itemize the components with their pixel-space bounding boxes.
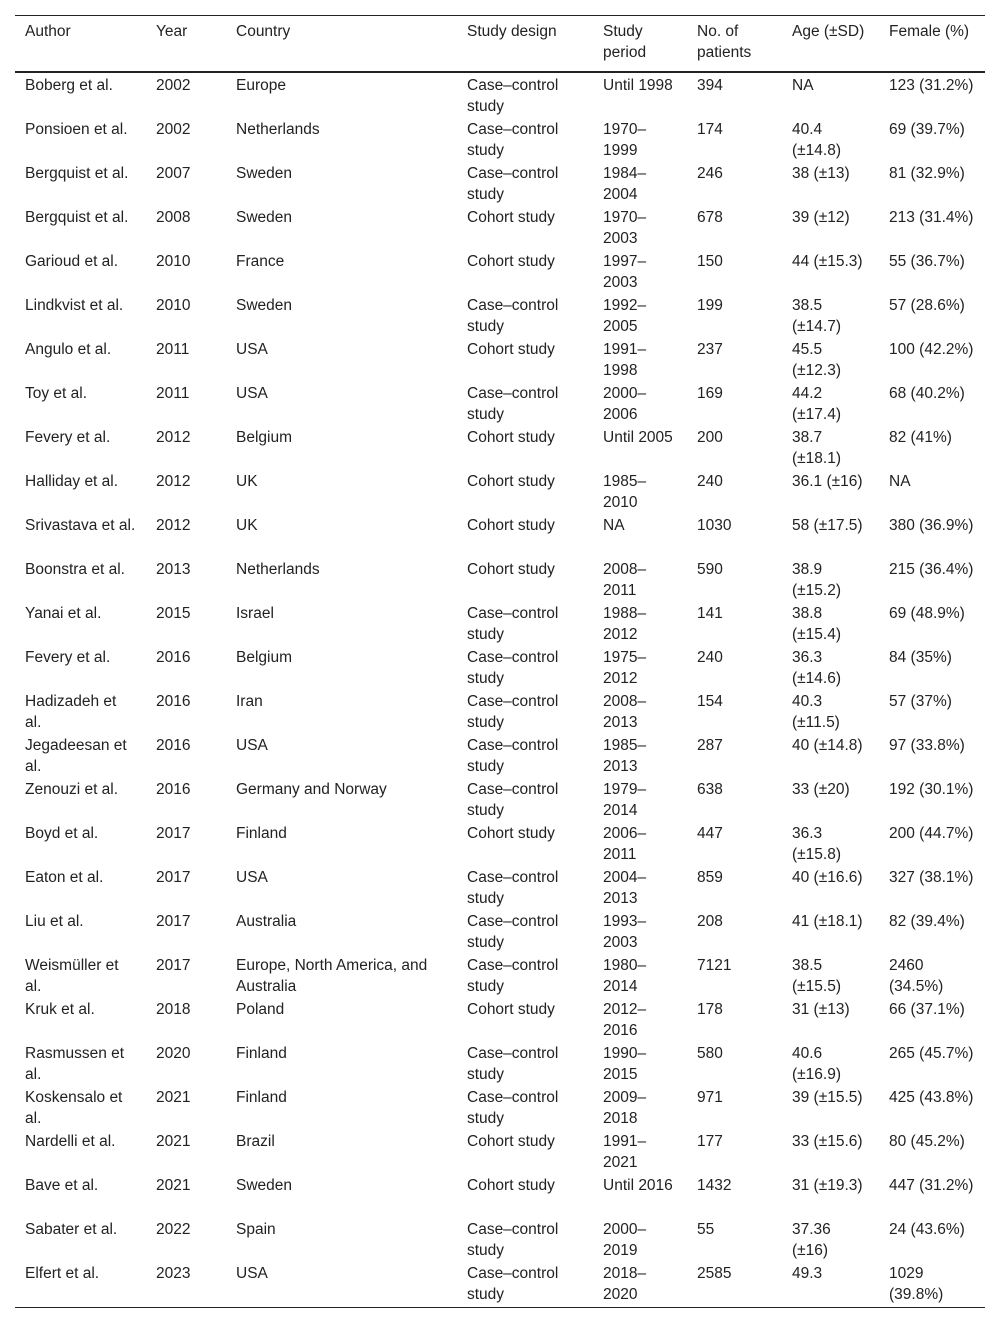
cell-study-design: Case–control study bbox=[467, 957, 559, 995]
cell-age: NA bbox=[792, 77, 814, 94]
cell-year: 2002 bbox=[156, 77, 191, 94]
cell-study-period: 2009–2018 bbox=[603, 1089, 647, 1127]
cell-study-period: 1970–1999 bbox=[603, 121, 647, 159]
cell-year: 2002 bbox=[156, 121, 191, 138]
cell-author: Sabater et al. bbox=[25, 1221, 118, 1238]
table-row bbox=[15, 1219, 985, 1263]
cell-female: 447 (31.2%) bbox=[889, 1177, 974, 1194]
cell-age: 36.1 (±16) bbox=[792, 473, 863, 490]
cell-country: Sweden bbox=[236, 1177, 293, 1194]
table-row bbox=[15, 1131, 985, 1175]
cell-study-design: Case–control study bbox=[457, 1263, 593, 1308]
cell-country: USA bbox=[226, 1263, 457, 1308]
cell-country: France bbox=[236, 253, 285, 270]
table-row bbox=[15, 1087, 985, 1131]
cell-year: 2016 bbox=[156, 649, 191, 666]
cell-female: 265 (45.7%) bbox=[889, 1045, 974, 1062]
cell-age: 49.3 bbox=[782, 1263, 879, 1308]
cell-no-of-patients: 178 bbox=[697, 1001, 723, 1018]
table-row bbox=[15, 383, 985, 427]
cell-age: 40 (±16.6) bbox=[792, 869, 863, 886]
cell-author: Boberg et al. bbox=[25, 77, 113, 94]
cell-country: Poland bbox=[236, 1001, 285, 1018]
cell-year: 2008 bbox=[156, 209, 191, 226]
table-row bbox=[15, 295, 985, 339]
table-row bbox=[15, 779, 985, 823]
table-row bbox=[15, 207, 985, 251]
cell-age: 44 (±15.3) bbox=[792, 253, 863, 270]
cell-country: Finland bbox=[236, 1045, 287, 1062]
table-row bbox=[15, 72, 985, 119]
cell-female: 24 (43.6%) bbox=[889, 1221, 965, 1238]
cell-age: 33 (±15.6) bbox=[792, 1133, 863, 1150]
cell-year: 2017 bbox=[156, 869, 191, 886]
cell-author: Boonstra et al. bbox=[25, 561, 125, 578]
cell-female: 380 (36.9%) bbox=[889, 517, 974, 534]
cell-no-of-patients: 2585 bbox=[687, 1263, 782, 1308]
cell-no-of-patients: 394 bbox=[697, 77, 723, 94]
cell-female: 123 (31.2%) bbox=[889, 77, 974, 94]
cell-female: 425 (43.8%) bbox=[889, 1089, 974, 1106]
cell-no-of-patients: 971 bbox=[697, 1089, 723, 1106]
cell-country: Netherlands bbox=[236, 121, 320, 138]
cell-study-design: Cohort study bbox=[467, 1177, 555, 1194]
cell-age: 31 (±19.3) bbox=[792, 1177, 863, 1194]
cell-female: 97 (33.8%) bbox=[889, 737, 965, 754]
header-no-of-patients: No. of patients bbox=[687, 16, 782, 73]
header-row bbox=[15, 16, 985, 73]
cell-age: 39 (±12) bbox=[792, 209, 850, 226]
cell-no-of-patients: 678 bbox=[697, 209, 723, 226]
cell-study-period: 1975–2012 bbox=[603, 649, 647, 687]
cell-year: 2023 bbox=[146, 1263, 226, 1308]
cell-author: Elfert et al. bbox=[15, 1263, 146, 1308]
cell-study-design: Case–control study bbox=[467, 693, 559, 731]
cell-year: 2017 bbox=[156, 913, 191, 930]
cell-country: Finland bbox=[236, 825, 287, 842]
cell-study-design: Case–control study bbox=[467, 1045, 559, 1083]
studies-table-container bbox=[15, 15, 985, 1308]
cell-age: 38.9 (±15.2) bbox=[792, 561, 841, 599]
cell-study-period: 1984–2004 bbox=[603, 165, 647, 203]
cell-study-period: 1979–2014 bbox=[603, 781, 647, 819]
cell-study-design: Cohort study bbox=[467, 341, 555, 358]
cell-no-of-patients: 169 bbox=[697, 385, 723, 402]
cell-female: 69 (39.7%) bbox=[889, 121, 965, 138]
cell-year: 2017 bbox=[156, 825, 191, 842]
cell-study-design: Case–control study bbox=[467, 913, 559, 951]
cell-study-period: 1988–2012 bbox=[603, 605, 647, 643]
cell-study-period: 2004–2013 bbox=[603, 869, 647, 907]
cell-country: Brazil bbox=[236, 1133, 275, 1150]
cell-study-design: Cohort study bbox=[467, 209, 555, 226]
cell-author: Nardelli et al. bbox=[25, 1133, 116, 1150]
cell-no-of-patients: 1030 bbox=[697, 517, 732, 534]
header-female: Female (%) bbox=[879, 16, 985, 73]
cell-study-design: Case–control study bbox=[467, 1221, 559, 1259]
header-age: Age (±SD) bbox=[782, 16, 879, 73]
cell-no-of-patients: 199 bbox=[697, 297, 723, 314]
cell-country: UK bbox=[236, 473, 258, 490]
cell-age: 40.4 (±14.8) bbox=[792, 121, 841, 159]
cell-no-of-patients: 638 bbox=[697, 781, 723, 798]
table-row bbox=[15, 1175, 985, 1219]
cell-female: NA bbox=[889, 473, 911, 490]
cell-age: 39 (±15.5) bbox=[792, 1089, 863, 1106]
table-row bbox=[15, 955, 985, 999]
cell-author: Garioud et al. bbox=[25, 253, 119, 270]
cell-author: Rasmussen et al. bbox=[25, 1045, 125, 1083]
cell-study-design: Case–control study bbox=[467, 649, 559, 687]
cell-female: 327 (38.1%) bbox=[889, 869, 974, 886]
cell-study-period: Until 1998 bbox=[603, 77, 673, 94]
cell-year: 2020 bbox=[156, 1045, 191, 1062]
cell-author: Boyd et al. bbox=[25, 825, 99, 842]
cell-study-design: Case–control study bbox=[467, 781, 559, 819]
cell-year: 2010 bbox=[156, 253, 191, 270]
cell-female: 1029 (39.8%) bbox=[879, 1263, 985, 1308]
cell-female: 80 (45.2%) bbox=[889, 1133, 965, 1150]
cell-author: Lindkvist et al. bbox=[25, 297, 124, 314]
table-row bbox=[15, 515, 985, 559]
table-row bbox=[15, 911, 985, 955]
cell-study-design: Case–control study bbox=[467, 605, 559, 643]
cell-author: Liu et al. bbox=[25, 913, 84, 930]
cell-study-period: 2018–2020 bbox=[593, 1263, 687, 1308]
cell-year: 2012 bbox=[156, 429, 191, 446]
table-header bbox=[15, 16, 985, 73]
cell-year: 2015 bbox=[156, 605, 191, 622]
cell-no-of-patients: 7121 bbox=[697, 957, 732, 974]
cell-author: Yanai et al. bbox=[25, 605, 102, 622]
cell-age: 31 (±13) bbox=[792, 1001, 850, 1018]
table-row bbox=[15, 163, 985, 207]
cell-age: 36.3 (±15.8) bbox=[792, 825, 841, 863]
cell-study-design: Case–control study bbox=[467, 385, 559, 423]
cell-author: Jegadeesan et al. bbox=[25, 737, 127, 775]
table-body bbox=[15, 72, 985, 1307]
cell-no-of-patients: 1432 bbox=[697, 1177, 732, 1194]
cell-female: 215 (36.4%) bbox=[889, 561, 974, 578]
cell-study-period: 1997–2003 bbox=[603, 253, 647, 291]
cell-study-period: 2008–2013 bbox=[603, 693, 647, 731]
cell-study-period: 1990–2015 bbox=[603, 1045, 647, 1083]
cell-no-of-patients: 590 bbox=[697, 561, 723, 578]
cell-study-design: Case–control study bbox=[467, 297, 559, 335]
cell-age: 44.2 (±17.4) bbox=[792, 385, 841, 423]
cell-no-of-patients: 240 bbox=[697, 649, 723, 666]
cell-year: 2016 bbox=[156, 781, 191, 798]
cell-age: 40.6 (±16.9) bbox=[792, 1045, 841, 1083]
cell-year: 2022 bbox=[156, 1221, 191, 1238]
cell-country: Belgium bbox=[236, 429, 292, 446]
cell-study-design: Cohort study bbox=[467, 473, 555, 490]
cell-female: 57 (37%) bbox=[889, 693, 952, 710]
cell-study-design: Case–control study bbox=[467, 77, 559, 115]
header-study-design: Study design bbox=[457, 16, 593, 73]
cell-year: 2021 bbox=[156, 1089, 191, 1106]
cell-study-period: 1980–2014 bbox=[603, 957, 647, 995]
studies-table bbox=[15, 15, 985, 1308]
cell-study-period: 1991–2021 bbox=[603, 1133, 647, 1171]
cell-author: Angulo et al. bbox=[25, 341, 112, 358]
cell-female: 82 (41%) bbox=[889, 429, 952, 446]
cell-country: Germany and Norway bbox=[236, 781, 387, 798]
table-row bbox=[15, 999, 985, 1043]
cell-female: 100 (42.2%) bbox=[889, 341, 974, 358]
cell-female: 82 (39.4%) bbox=[889, 913, 965, 930]
cell-country: Europe bbox=[236, 77, 286, 94]
cell-age: 38.8 (±15.4) bbox=[792, 605, 841, 643]
cell-author: Halliday et al. bbox=[25, 473, 119, 490]
cell-study-period: NA bbox=[603, 517, 625, 534]
cell-author: Srivastava et al. bbox=[25, 517, 136, 534]
cell-female: 213 (31.4%) bbox=[889, 209, 974, 226]
cell-year: 2017 bbox=[156, 957, 191, 974]
cell-year: 2011 bbox=[156, 385, 190, 402]
table-row bbox=[15, 427, 985, 471]
cell-female: 2460 (34.5%) bbox=[889, 957, 944, 995]
cell-no-of-patients: 859 bbox=[697, 869, 723, 886]
cell-age: 41 (±18.1) bbox=[792, 913, 863, 930]
cell-study-period: Until 2016 bbox=[603, 1177, 673, 1194]
cell-year: 2013 bbox=[156, 561, 191, 578]
cell-author: Weismüller et al. bbox=[25, 957, 119, 995]
cell-no-of-patients: 287 bbox=[697, 737, 723, 754]
table-row bbox=[15, 603, 985, 647]
cell-female: 66 (37.1%) bbox=[889, 1001, 965, 1018]
cell-year: 2018 bbox=[156, 1001, 191, 1018]
cell-no-of-patients: 246 bbox=[697, 165, 723, 182]
cell-study-period: Until 2005 bbox=[603, 429, 673, 446]
cell-country: Netherlands bbox=[236, 561, 320, 578]
cell-author: Ponsioen et al. bbox=[25, 121, 128, 138]
cell-country: Belgium bbox=[236, 649, 292, 666]
header-author: Author bbox=[15, 16, 146, 73]
cell-female: 84 (35%) bbox=[889, 649, 952, 666]
cell-age: 38.5 (±15.5) bbox=[792, 957, 841, 995]
cell-year: 2012 bbox=[156, 517, 191, 534]
table-row bbox=[15, 823, 985, 867]
cell-no-of-patients: 154 bbox=[697, 693, 723, 710]
cell-study-period: 1991–1998 bbox=[603, 341, 647, 379]
table-row bbox=[15, 867, 985, 911]
table-row bbox=[15, 1043, 985, 1087]
header-country: Country bbox=[226, 16, 457, 73]
cell-female: 57 (28.6%) bbox=[889, 297, 965, 314]
cell-year: 2021 bbox=[156, 1133, 191, 1150]
table-row bbox=[15, 691, 985, 735]
cell-no-of-patients: 55 bbox=[697, 1221, 715, 1238]
cell-age: 37.36 (±16) bbox=[792, 1221, 831, 1259]
cell-no-of-patients: 580 bbox=[697, 1045, 723, 1062]
cell-no-of-patients: 174 bbox=[697, 121, 723, 138]
cell-country: Finland bbox=[236, 1089, 287, 1106]
cell-year: 2011 bbox=[156, 341, 190, 358]
cell-age: 33 (±20) bbox=[792, 781, 850, 798]
cell-country: Sweden bbox=[236, 297, 293, 314]
cell-study-design: Cohort study bbox=[467, 561, 555, 578]
cell-year: 2016 bbox=[156, 737, 191, 754]
cell-author: Fevery et al. bbox=[25, 429, 111, 446]
cell-country: USA bbox=[236, 869, 268, 886]
cell-no-of-patients: 141 bbox=[697, 605, 723, 622]
cell-study-period: 2000–2019 bbox=[603, 1221, 647, 1259]
cell-author: Toy et al. bbox=[25, 385, 88, 402]
cell-author: Bergquist et al. bbox=[25, 165, 129, 182]
cell-author: Kruk et al. bbox=[25, 1001, 95, 1018]
cell-study-design: Cohort study bbox=[467, 429, 555, 446]
cell-study-period: 1993–2003 bbox=[603, 913, 647, 951]
cell-year: 2021 bbox=[156, 1177, 191, 1194]
cell-author: Fevery et al. bbox=[25, 649, 111, 666]
cell-study-design: Case–control study bbox=[467, 1089, 559, 1127]
cell-no-of-patients: 150 bbox=[697, 253, 723, 270]
table-row bbox=[15, 735, 985, 779]
cell-year: 2016 bbox=[156, 693, 191, 710]
header-year: Year bbox=[146, 16, 226, 73]
cell-study-period: 2000–2006 bbox=[603, 385, 647, 423]
cell-age: 38.5 (±14.7) bbox=[792, 297, 841, 335]
cell-study-design: Case–control study bbox=[467, 869, 559, 907]
cell-study-period: 1970–2003 bbox=[603, 209, 647, 247]
cell-country: Sweden bbox=[236, 165, 293, 182]
table-row bbox=[15, 339, 985, 383]
table-row bbox=[15, 1263, 985, 1308]
table-row bbox=[15, 471, 985, 515]
cell-age: 36.3 (±14.6) bbox=[792, 649, 841, 687]
cell-country: Iran bbox=[236, 693, 263, 710]
cell-female: 192 (30.1%) bbox=[889, 781, 974, 798]
cell-female: 81 (32.9%) bbox=[889, 165, 965, 182]
header-study-period: Study period bbox=[593, 16, 687, 73]
cell-no-of-patients: 200 bbox=[697, 429, 723, 446]
cell-year: 2012 bbox=[156, 473, 191, 490]
cell-country: USA bbox=[236, 737, 268, 754]
cell-no-of-patients: 447 bbox=[697, 825, 723, 842]
cell-study-design: Cohort study bbox=[467, 1001, 555, 1018]
cell-no-of-patients: 177 bbox=[697, 1133, 723, 1150]
cell-country: USA bbox=[236, 341, 268, 358]
cell-female: 55 (36.7%) bbox=[889, 253, 965, 270]
cell-author: Bave et al. bbox=[25, 1177, 99, 1194]
cell-study-design: Cohort study bbox=[467, 517, 555, 534]
cell-study-design: Cohort study bbox=[467, 1133, 555, 1150]
table-row bbox=[15, 559, 985, 603]
cell-country: USA bbox=[236, 385, 268, 402]
cell-no-of-patients: 240 bbox=[697, 473, 723, 490]
cell-country: UK bbox=[236, 517, 258, 534]
cell-study-design: Cohort study bbox=[467, 825, 555, 842]
cell-year: 2007 bbox=[156, 165, 191, 182]
cell-year: 2010 bbox=[156, 297, 191, 314]
table-row bbox=[15, 119, 985, 163]
cell-age: 38 (±13) bbox=[792, 165, 850, 182]
cell-female: 69 (48.9%) bbox=[889, 605, 965, 622]
table-row bbox=[15, 647, 985, 691]
cell-country: Sweden bbox=[236, 209, 293, 226]
cell-country: Israel bbox=[236, 605, 274, 622]
table-row bbox=[15, 251, 985, 295]
cell-study-period: 2012–2016 bbox=[603, 1001, 647, 1039]
cell-no-of-patients: 208 bbox=[697, 913, 723, 930]
cell-study-design: Case–control study bbox=[467, 165, 559, 203]
cell-female: 200 (44.7%) bbox=[889, 825, 974, 842]
cell-author: Eaton et al. bbox=[25, 869, 104, 886]
cell-age: 40 (±14.8) bbox=[792, 737, 863, 754]
cell-study-period: 2006–2011 bbox=[603, 825, 647, 863]
cell-country: Spain bbox=[236, 1221, 276, 1238]
cell-study-design: Case–control study bbox=[467, 121, 559, 159]
cell-study-period: 1985–2013 bbox=[603, 737, 647, 775]
cell-age: 40.3 (±11.5) bbox=[792, 693, 840, 731]
cell-study-period: 1985–2010 bbox=[603, 473, 647, 511]
cell-country: Australia bbox=[236, 913, 297, 930]
cell-author: Koskensalo et al. bbox=[25, 1089, 123, 1127]
cell-country: Europe, North America, and Australia bbox=[236, 957, 428, 995]
cell-study-period: 2008–2011 bbox=[603, 561, 647, 599]
cell-author: Hadizadeh et al. bbox=[25, 693, 117, 731]
cell-no-of-patients: 237 bbox=[697, 341, 723, 358]
cell-author: Bergquist et al. bbox=[25, 209, 129, 226]
cell-age: 38.7 (±18.1) bbox=[792, 429, 841, 467]
cell-age: 58 (±17.5) bbox=[792, 517, 863, 534]
cell-author: Zenouzi et al. bbox=[25, 781, 119, 798]
cell-study-design: Cohort study bbox=[467, 253, 555, 270]
cell-female: 68 (40.2%) bbox=[889, 385, 965, 402]
cell-age: 45.5 (±12.3) bbox=[792, 341, 841, 379]
cell-study-design: Case–control study bbox=[467, 737, 559, 775]
cell-study-period: 1992–2005 bbox=[603, 297, 647, 335]
